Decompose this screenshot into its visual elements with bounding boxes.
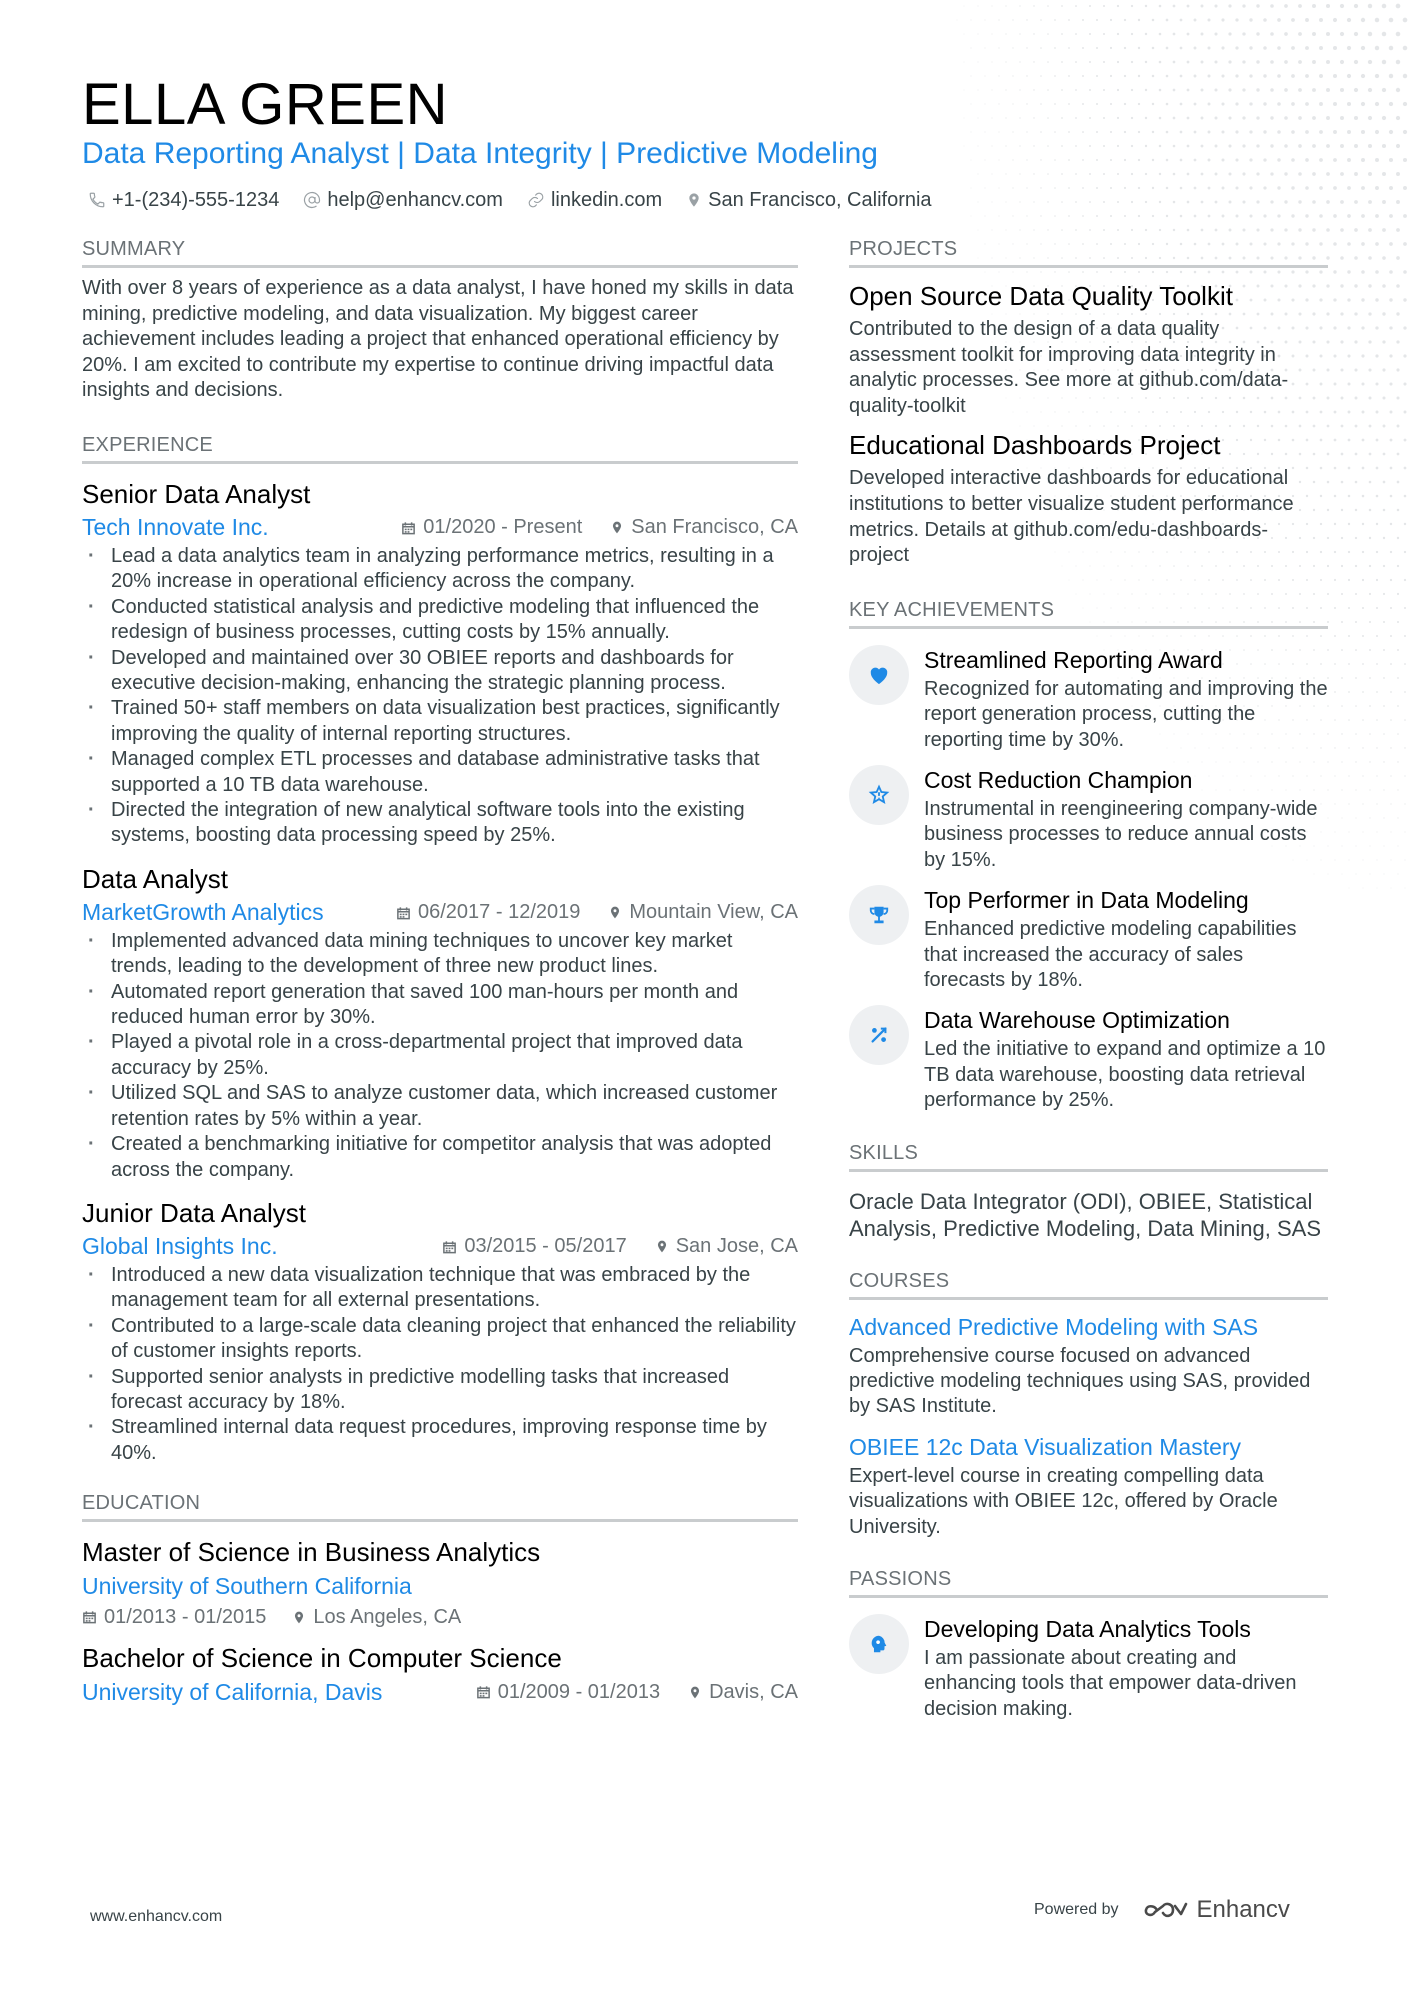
star-icon	[849, 765, 909, 825]
achievement-entry	[849, 1005, 1328, 1113]
bullet-item: · Played a pivotal role in a cross-departmental project that improved data accuracy by 25%.	[82, 1030, 798, 1081]
skills-section	[849, 1138, 1328, 1242]
enhancv-logo-icon	[1143, 1898, 1189, 1922]
bullet-item: · Implemented advanced data mining techniques to uncover key market trends, leading to the development of three new product lines.	[82, 929, 798, 980]
job-location	[610, 516, 798, 539]
job-location	[655, 1235, 798, 1258]
location-icon	[610, 519, 624, 536]
courses-section	[849, 1266, 1328, 1540]
company-name: Global Insights Inc.	[82, 1233, 278, 1260]
job-title: Senior Data Analyst	[82, 478, 311, 509]
bullet-item: · Automated report generation that saved 100 man-hours per month and reduced human error by 30%.	[82, 980, 798, 1031]
achievement-title: Streamlined Reporting Award	[924, 646, 1223, 673]
contact-bar	[88, 185, 956, 215]
course-entry	[849, 1432, 1328, 1540]
achievements-heading: KEY ACHIEVEMENTS	[849, 595, 1328, 629]
location-icon	[608, 904, 622, 921]
bullet-item: · Supported senior analysts in predictive modelling tasks that increased forecast accuracy by 18%.	[82, 1365, 798, 1416]
linkedin-text: linkedin.com	[550, 188, 663, 211]
job-entry	[82, 1195, 798, 1466]
job-location-text: San Jose, CA	[675, 1235, 798, 1258]
percent-icon	[849, 1005, 909, 1065]
project-entry	[849, 427, 1328, 568]
job-dates-text: 03/2015 - 05/2017	[464, 1235, 627, 1258]
course-title: OBIEE 12c Data Visualization Mastery	[849, 1433, 1242, 1460]
at-icon	[303, 191, 321, 209]
calendar-icon	[401, 520, 416, 536]
school-name: University of Southern California	[82, 1572, 412, 1599]
bullet-item: · Lead a data analytics team in analyzing performance metrics, resulting in a 20% increase in operational efficiency across the company.	[82, 544, 798, 595]
candidate-name: ELLA GREEN	[82, 72, 449, 137]
education-dates-text: 01/2013 - 01/2015	[104, 1605, 267, 1628]
achievement-title: Top Performer in Data Modeling	[924, 887, 1249, 914]
skills-heading: SKILLS	[849, 1138, 1328, 1172]
passion-entry	[849, 1614, 1328, 1722]
summary-section	[82, 234, 798, 404]
education-location	[688, 1681, 798, 1704]
contact-location	[686, 189, 931, 212]
achievement-description: Recognized for automating and improving the report generation process, cutting the reporting time by 30%.	[924, 677, 1328, 751]
calendar-icon	[476, 1684, 491, 1700]
calendar-icon	[82, 1609, 97, 1625]
job-entry	[82, 476, 798, 849]
brand-logo[interactable]	[1143, 1896, 1290, 1924]
job-dates	[442, 1235, 626, 1258]
heart-icon	[849, 645, 909, 705]
company-name: Tech Innovate Inc.	[82, 514, 269, 541]
course-description: Expert-level course in creating compelling data visualizations with OBIEE 12c, offered by Oracle University.	[849, 1464, 1278, 1538]
bullet-item: · Contributed to a large-scale data cleaning project that enhanced the reliability of customer insights reports.	[82, 1314, 798, 1365]
bullet-item: · Directed the integration of new analytical software tools into the existing systems, boosting data processing speed by 25%.	[82, 798, 798, 849]
location-icon	[292, 1609, 306, 1626]
candidate-title: Data Reporting Analyst | Data Integrity | Predictive Modeling	[82, 137, 878, 170]
achievement-entry	[849, 765, 1328, 873]
bullet-item: · Created a benchmarking initiative for competitor analysis that was adopted across the company.	[82, 1132, 798, 1183]
job-meta	[82, 1231, 798, 1263]
education-location-text: Davis, CA	[709, 1680, 798, 1703]
course-description: Comprehensive course focused on advanced predictive modeling techniques using SAS, provided by SAS Institute.	[849, 1344, 1311, 1418]
achievements-section	[849, 595, 1328, 1114]
project-title: Open Source Data Quality Toolkit	[849, 281, 1233, 311]
location-text: San Francisco, California	[708, 188, 932, 211]
project-description: Contributed to the design of a data quality assessment toolkit for improving data integrity in analytic processes. See more at github.com/data-quality-toolkit	[849, 318, 1289, 417]
job-dates	[401, 516, 582, 539]
passions-section	[849, 1564, 1328, 1722]
experience-heading: EXPERIENCE	[82, 430, 798, 464]
achievement-entry	[849, 645, 1328, 753]
brain-icon	[849, 1614, 909, 1674]
project-description: Developed interactive dashboards for educational institutions to better visualize student performance metrics. Details at github.com/edu-dashboards-project	[849, 467, 1294, 567]
job-location	[608, 901, 798, 924]
bullet-item: · Developed and maintained over 30 OBIEE reports and dashboards for executive decision-making, enhancing the strategic planning process.	[82, 646, 798, 697]
education-location-text: Los Angeles, CA	[313, 1605, 462, 1628]
education-dates-text: 01/2009 - 01/2013	[497, 1680, 661, 1703]
achievement-description: Led the initiative to expand and optimize a 10 TB data warehouse, boosting data retrieval performance by 25%.	[924, 1038, 1326, 1112]
contact-phone[interactable]	[88, 189, 279, 212]
summary-heading: SUMMARY	[82, 234, 798, 268]
bullet-item: · Conducted statistical analysis and predictive modeling that influenced the redesign of business processes, cutting costs by 15% annually.	[82, 595, 798, 646]
bullet-item: · Trained 50+ staff members on data visualization best practices, significantly improving the quality of internal reporting structures.	[82, 696, 798, 747]
powered-by-label: Powered by	[1034, 1901, 1119, 1918]
course-entry	[849, 1312, 1328, 1420]
education-dates	[476, 1681, 660, 1704]
job-location-text: Mountain View, CA	[629, 901, 798, 924]
footer-branding	[1034, 1896, 1290, 1924]
link-icon	[527, 191, 545, 209]
contact-email[interactable]	[303, 189, 503, 212]
degree-title: Bachelor of Science in Computer Science	[82, 1643, 562, 1674]
calendar-icon	[396, 905, 411, 921]
footer-website[interactable]: www.enhancv.com	[90, 1908, 223, 1925]
calendar-icon	[442, 1239, 457, 1255]
left-column	[82, 234, 798, 1708]
job-dates	[396, 901, 580, 924]
job-location-text: San Francisco, CA	[631, 516, 798, 539]
location-icon	[688, 1684, 702, 1701]
education-section	[82, 1488, 798, 1708]
summary-text: With over 8 years of experience as a data analyst, I have honed my skills in data mining, predictive modeling, and data visualization. My biggest career achievement includes leading a project that enhanced operational efficiency by 20%. I am excited to contribute my expertise to continue driving impactful data insights and decisions.	[82, 277, 794, 402]
passion-description: I am passionate about creating and enhancing tools that empower data-driven decision making.	[924, 1647, 1297, 1720]
achievement-title: Cost Reduction Champion	[924, 766, 1193, 793]
achievement-entry	[849, 885, 1328, 993]
projects-section	[849, 234, 1328, 569]
location-icon	[686, 191, 702, 209]
degree-title: Master of Science in Business Analytics	[82, 1537, 541, 1568]
project-entry	[849, 278, 1328, 419]
job-title: Data Analyst	[82, 863, 228, 894]
education-dates	[82, 1606, 266, 1629]
trophy-icon	[849, 885, 909, 945]
courses-heading: COURSES	[849, 1266, 1328, 1300]
job-title: Junior Data Analyst	[82, 1197, 307, 1228]
achievement-title: Data Warehouse Optimization	[924, 1007, 1230, 1034]
phone-text: +1-(234)-555-1234	[112, 188, 280, 211]
bullet-item: · Introduced a new data visualization technique that was embraced by the management team for all external presentations.	[82, 1263, 798, 1314]
right-column	[849, 234, 1328, 1722]
achievement-description: Enhanced predictive modeling capabilities that increased the accuracy of sales forecasts by 18%.	[924, 918, 1297, 991]
job-dates-text: 01/2020 - Present	[423, 516, 583, 539]
job-bullets	[82, 929, 798, 1183]
phone-icon	[88, 191, 106, 209]
bullet-item: · Streamlined internal data request procedures, improving response time by 40%.	[82, 1415, 798, 1466]
education-location	[292, 1606, 461, 1629]
education-meta	[82, 1602, 798, 1632]
contact-linkedin[interactable]	[527, 189, 662, 212]
company-name: MarketGrowth Analytics	[82, 899, 324, 926]
bullet-item: · Utilized SQL and SAS to analyze customer data, which increased customer retention rates by 5% within a year.	[82, 1081, 798, 1132]
course-title: Advanced Predictive Modeling with SAS	[849, 1313, 1259, 1340]
passion-title: Developing Data Analytics Tools	[924, 1616, 1251, 1643]
job-bullets	[82, 1263, 798, 1466]
education-entry	[82, 1534, 798, 1632]
bullet-item: · Managed complex ETL processes and database administrative tasks that supported a 10 TB data warehouse.	[82, 747, 798, 798]
education-entry	[82, 1640, 798, 1708]
job-dates-text: 06/2017 - 12/2019	[418, 901, 581, 924]
job-bullets	[82, 544, 798, 849]
job-entry	[82, 861, 798, 1183]
email-text: help@enhancv.com	[327, 188, 503, 211]
brand-name: Enhancv	[1196, 1896, 1290, 1923]
achievement-description: Instrumental in reengineering company-wide business processes to reduce annual costs by 15%.	[924, 797, 1318, 871]
passions-heading: PASSIONS	[849, 1564, 1328, 1598]
skills-list: Oracle Data Integrator (ODI), OBIEE, Statistical Analysis, Predictive Modeling, Data Mining, SAS	[849, 1188, 1321, 1241]
job-meta	[82, 897, 798, 929]
project-title: Educational Dashboards Project	[849, 430, 1221, 461]
school-name: University of California, Davis	[82, 1678, 383, 1705]
location-icon	[655, 1238, 669, 1255]
projects-heading: PROJECTS	[849, 234, 1328, 268]
experience-section	[82, 430, 798, 1466]
education-heading: EDUCATION	[82, 1488, 798, 1522]
job-meta	[82, 512, 798, 544]
